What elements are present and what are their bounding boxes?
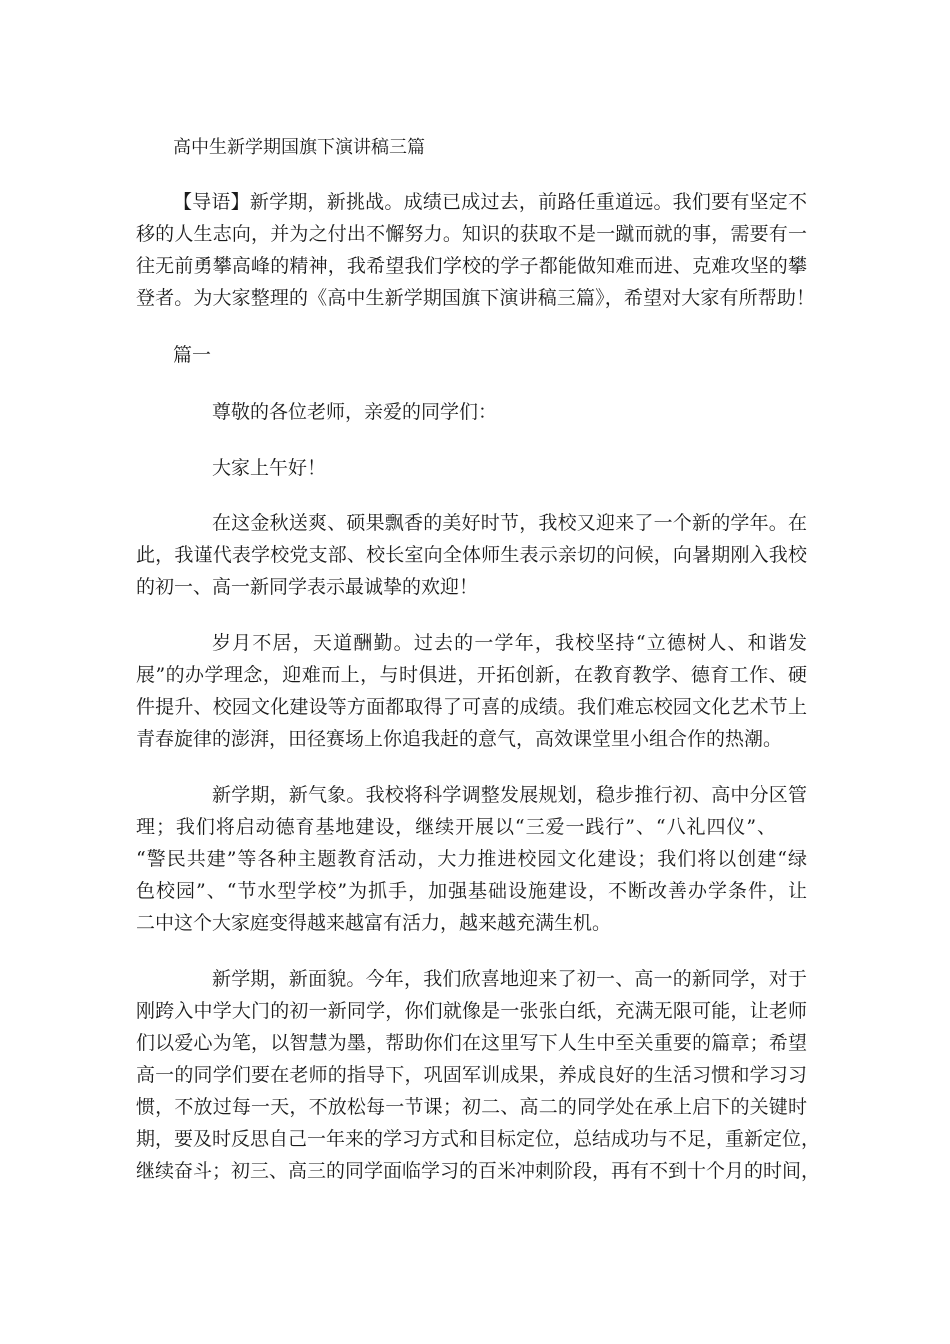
salutation: 尊敬的各位老师，亲爱的同学们： — [212, 401, 498, 423]
paragraph-line: 此，我谨代表学校党支部、校长室向全体师生表示亲切的问候，向暑期刚入我校 — [136, 544, 807, 566]
intro-line: 往无前勇攀高峰的精神，我希望我们学校的学子都能做知难而进、克难攻坚的攀 — [136, 255, 807, 277]
paragraph-line: 色校园”、“节水型学校”为抓手，加强基础设施建设，不断改善办学条件，让 — [136, 880, 807, 902]
paragraph-line: 青春旋律的澎湃，田径赛场上你追我赶的意气，高效课堂里小组合作的热潮。 — [136, 728, 783, 750]
paragraph-line: 继续奋斗；初三、高三的同学面临学习的百米冲刺阶段，再有不到十个月的时间， — [136, 1160, 821, 1182]
intro-line: 移的人生志向，并为之付出不懈努力。知识的获取不是一蹴而就的事，需要有一 — [136, 223, 807, 245]
paragraph-line: 惯，不放过每一天，不放松每一节课；初二、高二的同学处在承上启下的关键时 — [136, 1096, 807, 1118]
paragraph-line: 的初一、高一新同学表示最诚挚的欢迎！ — [136, 576, 479, 598]
paragraph-line: 刚跨入中学大门的初一新同学，你们就像是一张张白纸，充满无限可能，让老师 — [136, 1000, 807, 1022]
paragraph-line: 件提升、校园文化建设等方面都取得了可喜的成绩。我们难忘校园文化艺术节上 — [136, 696, 807, 718]
paragraph-line: 们以爱心为笔，以智慧为墨，帮助你们在这里写下人生中至关重要的篇章；希望 — [136, 1032, 807, 1054]
paragraph-line: 展”的办学理念，迎难而上，与时俱进，开拓创新，在教育教学、德育工作、硬 — [136, 664, 807, 686]
paragraph-line: 新学期，新气象。我校将科学调整发展规划，稳步推行初、高中分区管 — [212, 784, 807, 806]
section-heading: 篇一 — [173, 344, 212, 366]
paragraph-line: “警民共建”等各种主题教育活动，大力推进校园文化建设；我们将以创建“绿 — [136, 848, 807, 870]
paragraph-line: 期，要及时反思自己一年来的学习方式和目标定位，总结成功与不足，重新定位， — [136, 1128, 821, 1150]
paragraph-line: 理；我们将启动德育基地建设，继续开展以“三爱一践行”、“八礼四仪”、 — [136, 816, 776, 838]
intro-line: 【导语】新学期，新挑战。成绩已成过去，前路任重道远。我们要有坚定不 — [173, 191, 807, 213]
paragraph-line: 岁月不居，天道酬勤。过去的一学年，我校坚持“立德树人、和谐发 — [212, 632, 807, 654]
document-title: 高中生新学期国旗下演讲稿三篇 — [173, 137, 425, 158]
paragraph-line: 在这金秋送爽、硕果飘香的美好时节，我校又迎来了一个新的学年。在 — [212, 512, 807, 534]
paragraph-line: 新学期，新面貌。今年，我们欣喜地迎来了初一、高一的新同学，对于 — [212, 968, 807, 990]
paragraph-line: 二中这个大家庭变得越来越富有活力，越来越充满生机。 — [136, 912, 612, 934]
paragraph-line: 高一的同学们要在老师的指导下，巩固军训成果，养成良好的生活习惯和学习习 — [136, 1064, 807, 1086]
intro-line: 登者。为大家整理的《高中生新学期国旗下演讲稿三篇》，希望对大家有所帮助！ — [136, 287, 815, 309]
greeting: 大家上午好！ — [212, 457, 327, 479]
